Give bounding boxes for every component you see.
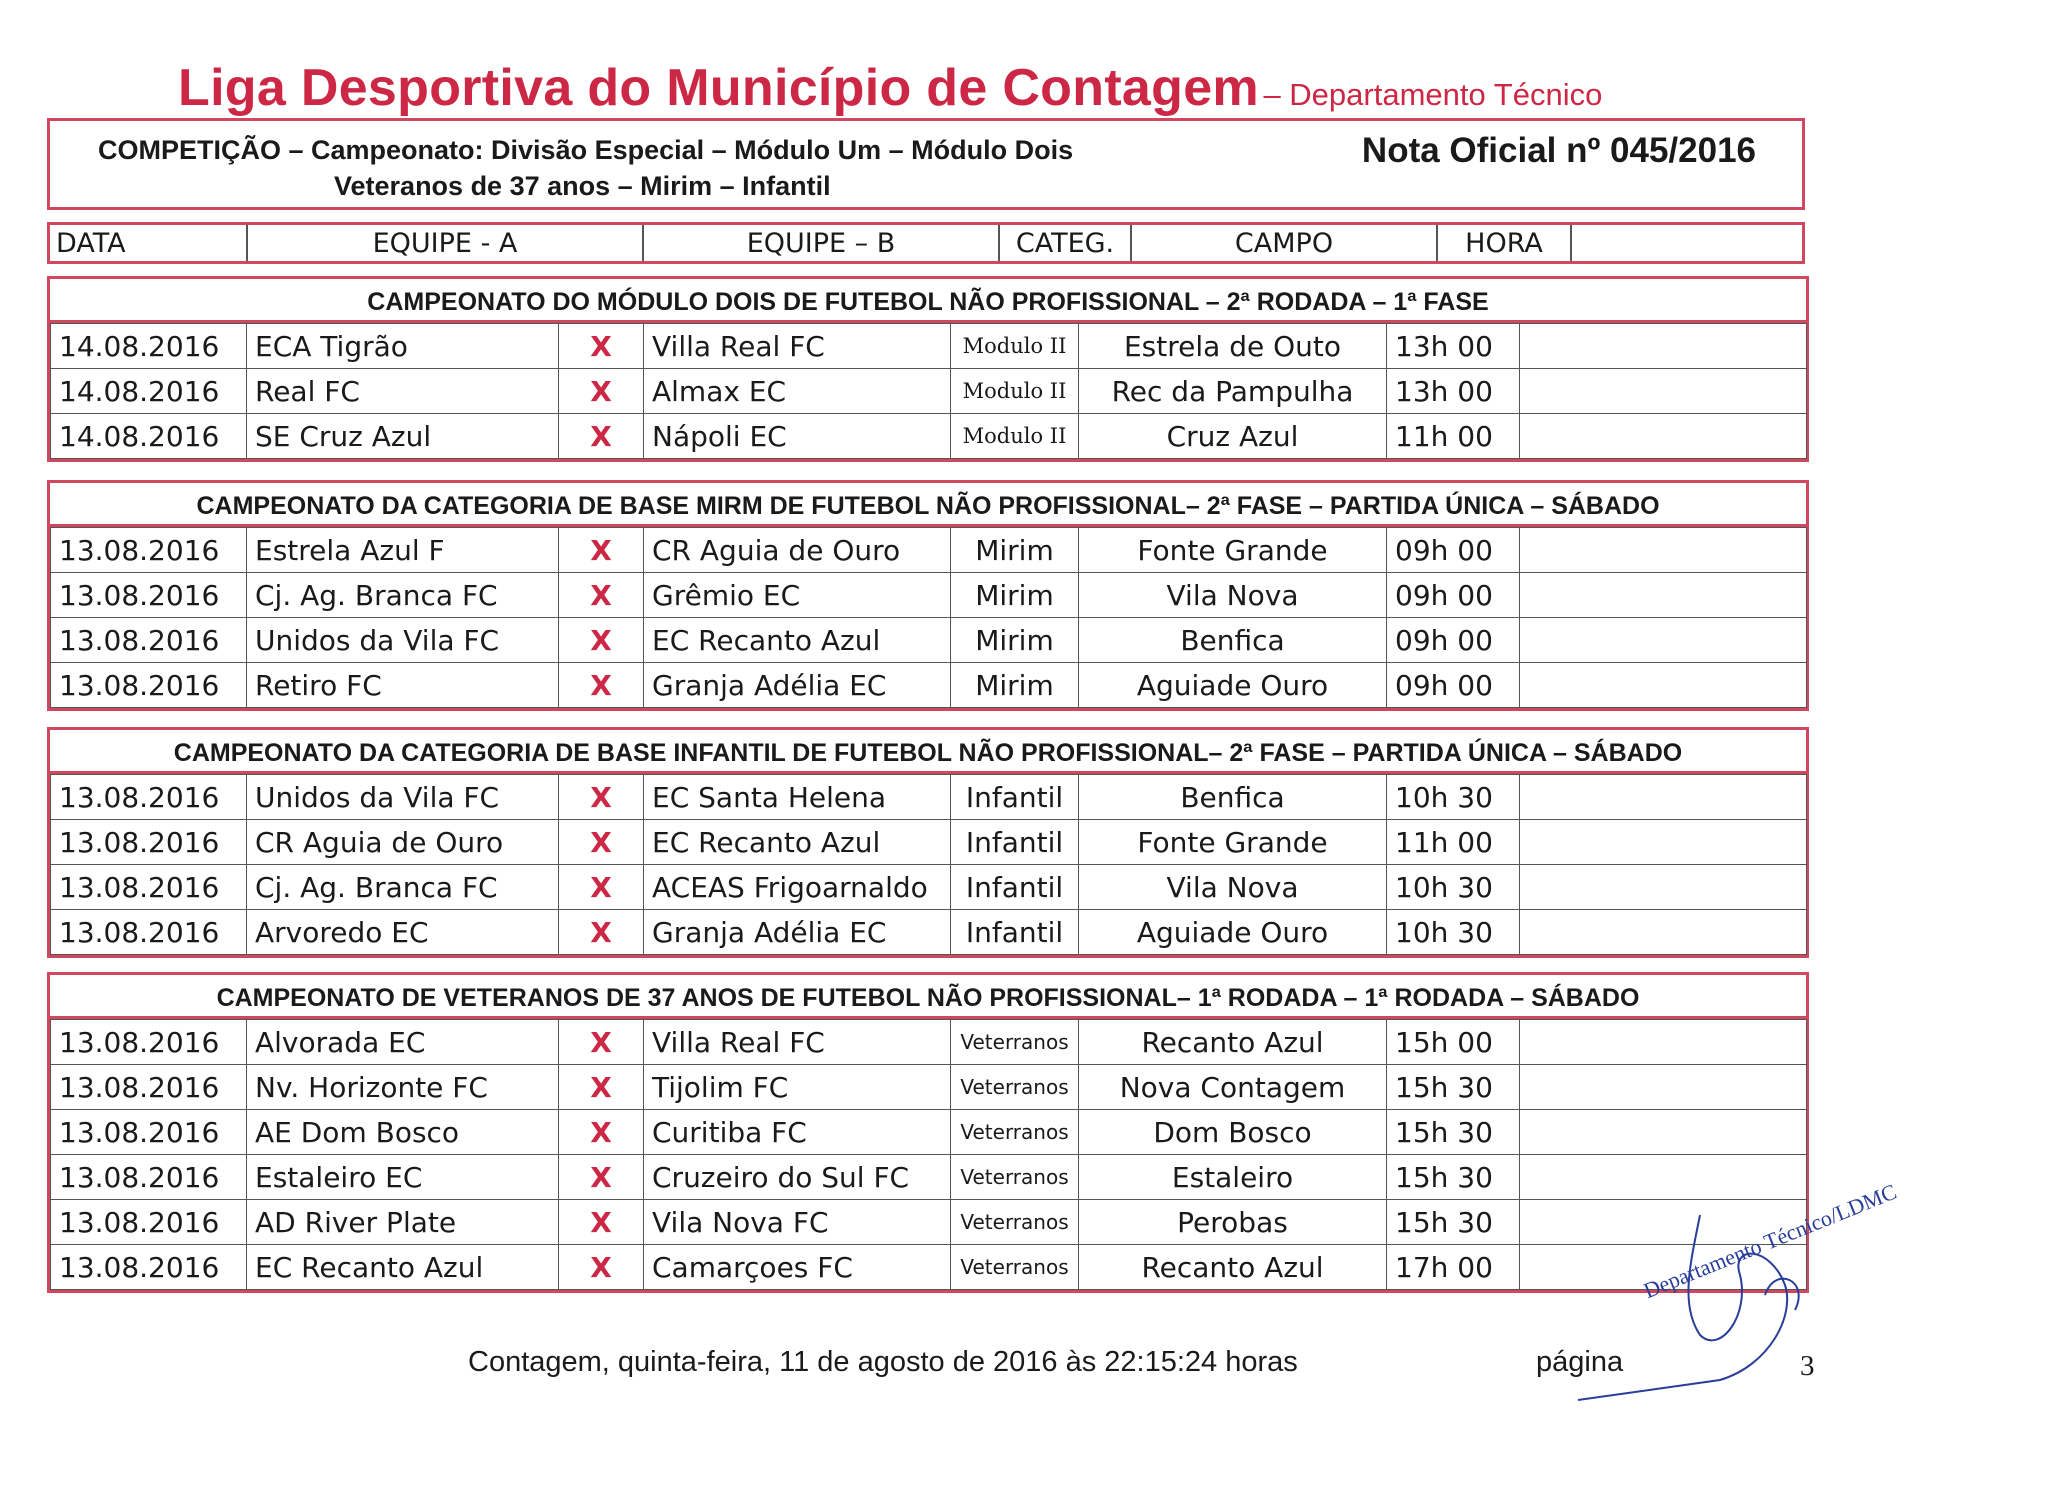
- table-row: [51, 663, 1807, 708]
- match-time: 09h 00: [1387, 618, 1520, 663]
- team-a: Nv. Horizonte FC: [247, 1065, 559, 1110]
- match-time: 11h 00: [1387, 414, 1520, 459]
- column-header-categ: CATEG.: [1000, 225, 1132, 261]
- blank-cell: [1520, 1020, 1807, 1065]
- section-title: CAMPEONATO DA CATEGORIA DE BASE INFANTIL DE FUTEBOL NÃO PROFISSIONAL– 2ª FASE – PARTIDA ÚNICA – SÁBADO: [50, 730, 1806, 774]
- match-date: 13.08.2016: [51, 573, 247, 618]
- team-b: EC Santa Helena: [644, 775, 951, 820]
- match-time: 10h 30: [1387, 775, 1520, 820]
- column-header-equipe-b: EQUIPE – B: [644, 225, 1000, 261]
- match-date: 13.08.2016: [51, 775, 247, 820]
- team-a: Unidos da Vila FC: [247, 775, 559, 820]
- team-a: SE Cruz Azul: [247, 414, 559, 459]
- team-a: Alvorada EC: [247, 1020, 559, 1065]
- match-time: 10h 30: [1387, 865, 1520, 910]
- team-b: EC Recanto Azul: [644, 820, 951, 865]
- match-time: 15h 30: [1387, 1110, 1520, 1155]
- table-row: [51, 414, 1807, 459]
- field: Fonte Grande: [1079, 820, 1387, 865]
- blank-cell: [1520, 663, 1807, 708]
- category: Veterranos: [951, 1200, 1079, 1245]
- column-header-data: DATA: [50, 225, 248, 261]
- match-date: 14.08.2016: [51, 369, 247, 414]
- competition-header: [47, 118, 1805, 210]
- table-row: [51, 775, 1807, 820]
- match-date: 13.08.2016: [51, 1245, 247, 1290]
- versus-mark: X: [559, 910, 644, 955]
- table-row: [51, 1020, 1807, 1065]
- versus-mark: X: [559, 528, 644, 573]
- team-a: Real FC: [247, 369, 559, 414]
- match-time: 17h 00: [1387, 1245, 1520, 1290]
- field: Vila Nova: [1079, 573, 1387, 618]
- match-date: 13.08.2016: [51, 910, 247, 955]
- field: Dom Bosco: [1079, 1110, 1387, 1155]
- section-title: CAMPEONATO DO MÓDULO DOIS DE FUTEBOL NÃO PROFISSIONAL – 2ª RODADA – 1ª FASE: [50, 279, 1806, 323]
- blank-cell: [1520, 865, 1807, 910]
- matches-table: [50, 1019, 1807, 1290]
- versus-mark: X: [559, 618, 644, 663]
- table-row: [51, 820, 1807, 865]
- blank-cell: [1520, 1110, 1807, 1155]
- category: Mirim: [951, 528, 1079, 573]
- versus-mark: X: [559, 324, 644, 369]
- field: Recanto Azul: [1079, 1020, 1387, 1065]
- team-a: EC Recanto Azul: [247, 1245, 559, 1290]
- table-row: [51, 618, 1807, 663]
- field: Benfica: [1079, 618, 1387, 663]
- match-date: 13.08.2016: [51, 663, 247, 708]
- field: Fonte Grande: [1079, 528, 1387, 573]
- versus-mark: X: [559, 1020, 644, 1065]
- table-row: [51, 865, 1807, 910]
- team-b: Granja Adélia EC: [644, 910, 951, 955]
- column-header-row: [47, 222, 1805, 264]
- section-mirim: [47, 480, 1809, 711]
- category: Modulo II: [951, 324, 1079, 369]
- matches-table: [50, 527, 1807, 708]
- versus-mark: X: [559, 775, 644, 820]
- table-row: [51, 369, 1807, 414]
- team-a: ECA Tigrão: [247, 324, 559, 369]
- department-name: – Departamento Técnico: [1263, 77, 1603, 112]
- field: Nova Contagem: [1079, 1065, 1387, 1110]
- versus-mark: X: [559, 1245, 644, 1290]
- versus-mark: X: [559, 820, 644, 865]
- page-number: 3: [1800, 1350, 1815, 1382]
- blank-cell: [1520, 414, 1807, 459]
- field: Estaleiro: [1079, 1155, 1387, 1200]
- match-time: 15h 30: [1387, 1200, 1520, 1245]
- match-date: 13.08.2016: [51, 1065, 247, 1110]
- blank-cell: [1520, 1065, 1807, 1110]
- team-a: Retiro FC: [247, 663, 559, 708]
- field: Vila Nova: [1079, 865, 1387, 910]
- field: Recanto Azul: [1079, 1245, 1387, 1290]
- match-time: 15h 30: [1387, 1155, 1520, 1200]
- section-infantil: [47, 727, 1809, 958]
- footer-datetime: Contagem, quinta-feira, 11 de agosto de 2016 às 22:15:24 horas: [468, 1346, 1298, 1378]
- blank-cell: [1520, 528, 1807, 573]
- versus-mark: X: [559, 1155, 644, 1200]
- column-header-equipe-a: EQUIPE - A: [248, 225, 644, 261]
- field: Benfica: [1079, 775, 1387, 820]
- match-time: 09h 00: [1387, 528, 1520, 573]
- team-b: EC Recanto Azul: [644, 618, 951, 663]
- match-date: 13.08.2016: [51, 1200, 247, 1245]
- match-date: 14.08.2016: [51, 414, 247, 459]
- versus-mark: X: [559, 414, 644, 459]
- versus-mark: X: [559, 1110, 644, 1155]
- match-date: 13.08.2016: [51, 1155, 247, 1200]
- category: Mirim: [951, 663, 1079, 708]
- table-row: [51, 1110, 1807, 1155]
- versus-mark: X: [559, 573, 644, 618]
- blank-cell: [1520, 1155, 1807, 1200]
- section-title: CAMPEONATO DE VETERANOS DE 37 ANOS DE FUTEBOL NÃO PROFISSIONAL– 1ª RODADA – 1ª RODADA – SÁBADO: [50, 975, 1806, 1019]
- team-a: Cj. Ag. Branca FC: [247, 865, 559, 910]
- versus-mark: X: [559, 1065, 644, 1110]
- category: Mirim: [951, 618, 1079, 663]
- section-modulo-dois: [47, 276, 1809, 462]
- match-time: 15h 30: [1387, 1065, 1520, 1110]
- table-row: [51, 528, 1807, 573]
- match-time: 10h 30: [1387, 910, 1520, 955]
- category: Modulo II: [951, 414, 1079, 459]
- match-date: 13.08.2016: [51, 618, 247, 663]
- table-row: [51, 1065, 1807, 1110]
- match-time: 11h 00: [1387, 820, 1520, 865]
- match-time: 09h 00: [1387, 663, 1520, 708]
- team-b: Curitiba FC: [644, 1110, 951, 1155]
- team-a: Unidos da Vila FC: [247, 618, 559, 663]
- blank-cell: [1520, 820, 1807, 865]
- match-time: 09h 00: [1387, 573, 1520, 618]
- category: Veterranos: [951, 1245, 1079, 1290]
- category: Veterranos: [951, 1155, 1079, 1200]
- table-row: [51, 1200, 1807, 1245]
- table-row: [51, 1245, 1807, 1290]
- versus-mark: X: [559, 1200, 644, 1245]
- team-a: Cj. Ag. Branca FC: [247, 573, 559, 618]
- page-label: página: [1536, 1346, 1624, 1378]
- blank-cell: [1520, 369, 1807, 414]
- blank-cell: [1520, 573, 1807, 618]
- match-date: 13.08.2016: [51, 1110, 247, 1155]
- versus-mark: X: [559, 369, 644, 414]
- field: Rec da Pampulha: [1079, 369, 1387, 414]
- team-b: CR Aguia de Ouro: [644, 528, 951, 573]
- team-a: Arvoredo EC: [247, 910, 559, 955]
- team-b: Grêmio EC: [644, 573, 951, 618]
- matches-table: [50, 323, 1807, 459]
- versus-mark: X: [559, 865, 644, 910]
- team-b: Vila Nova FC: [644, 1200, 951, 1245]
- field: Perobas: [1079, 1200, 1387, 1245]
- field: Estrela de Outo: [1079, 324, 1387, 369]
- category: Veterranos: [951, 1065, 1079, 1110]
- match-time: 15h 00: [1387, 1020, 1520, 1065]
- team-a: AE Dom Bosco: [247, 1110, 559, 1155]
- field: Aguiade Ouro: [1079, 663, 1387, 708]
- table-row: [51, 910, 1807, 955]
- team-b: Almax EC: [644, 369, 951, 414]
- section-title: CAMPEONATO DA CATEGORIA DE BASE MIRM DE FUTEBOL NÃO PROFISSIONAL– 2ª FASE – PARTIDA ÚNICA – SÁBADO: [50, 483, 1806, 527]
- team-b: ACEAS Frigoarnaldo: [644, 865, 951, 910]
- blank-cell: [1520, 910, 1807, 955]
- match-time: 13h 00: [1387, 324, 1520, 369]
- competition-line-2: Veteranos de 37 anos – Mirim – Infantil: [334, 171, 831, 201]
- team-b: Villa Real FC: [644, 324, 951, 369]
- field: Aguiade Ouro: [1079, 910, 1387, 955]
- category: Infantil: [951, 910, 1079, 955]
- table-row: [51, 1155, 1807, 1200]
- match-date: 13.08.2016: [51, 1020, 247, 1065]
- category: Mirim: [951, 573, 1079, 618]
- category: Modulo II: [951, 369, 1079, 414]
- table-row: [51, 324, 1807, 369]
- team-b: Tijolim FC: [644, 1065, 951, 1110]
- field: Cruz Azul: [1079, 414, 1387, 459]
- column-header-campo: CAMPO: [1132, 225, 1438, 261]
- team-a: Estaleiro EC: [247, 1155, 559, 1200]
- blank-cell: [1520, 775, 1807, 820]
- document-title: [178, 58, 1602, 118]
- blank-cell: [1520, 618, 1807, 663]
- team-b: Villa Real FC: [644, 1020, 951, 1065]
- match-date: 13.08.2016: [51, 865, 247, 910]
- league-name: Liga Desportiva do Município de Contagem: [178, 59, 1259, 117]
- team-b: Cruzeiro do Sul FC: [644, 1155, 951, 1200]
- team-a: CR Aguia de Ouro: [247, 820, 559, 865]
- competition-line-1: COMPETIÇÃO – Campeonato: Divisão Especial – Módulo Um – Módulo Dois: [98, 135, 1074, 165]
- match-date: 14.08.2016: [51, 324, 247, 369]
- category: Infantil: [951, 865, 1079, 910]
- match-date: 13.08.2016: [51, 820, 247, 865]
- matches-table: [50, 774, 1807, 955]
- blank-cell: [1520, 324, 1807, 369]
- match-time: 13h 00: [1387, 369, 1520, 414]
- versus-mark: X: [559, 663, 644, 708]
- team-b: Nápoli EC: [644, 414, 951, 459]
- category: Infantil: [951, 775, 1079, 820]
- section-veteranos: [47, 972, 1809, 1293]
- stamp-text: Departamento Técnico/LDMC: [1640, 1178, 1900, 1304]
- category: Veterranos: [951, 1110, 1079, 1155]
- team-a: AD River Plate: [247, 1200, 559, 1245]
- table-row: [51, 573, 1807, 618]
- signature-icon: [1570, 1205, 1910, 1405]
- match-date: 13.08.2016: [51, 528, 247, 573]
- category: Veterranos: [951, 1020, 1079, 1065]
- nota-oficial: Nota Oficial nº 045/2016: [1361, 131, 1756, 170]
- column-header-hora: HORA: [1438, 225, 1572, 261]
- team-a: Estrela Azul F: [247, 528, 559, 573]
- category: Infantil: [951, 820, 1079, 865]
- team-b: Camarçoes FC: [644, 1245, 951, 1290]
- team-b: Granja Adélia EC: [644, 663, 951, 708]
